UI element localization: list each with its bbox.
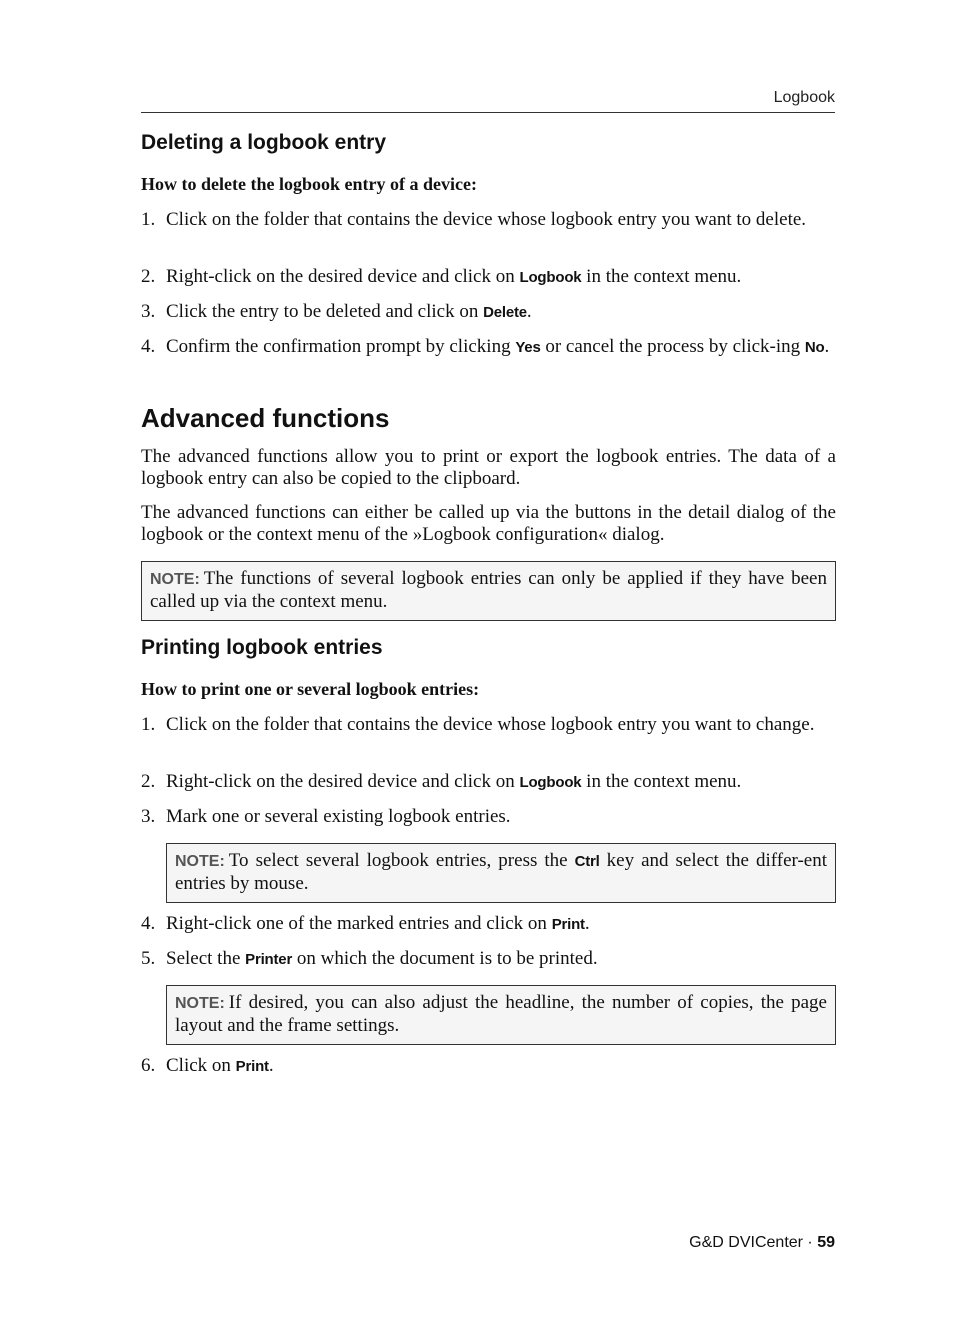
ui-term: Logbook — [519, 269, 582, 286]
step-text-pre: Click the entry to be deleted and click on — [166, 301, 484, 322]
list-item — [141, 913, 836, 936]
section-title-deleting: Deleting a logbook entry — [141, 131, 387, 154]
note-label: NOTE: — [175, 995, 225, 1012]
step-text — [166, 301, 836, 324]
ui-term: No — [804, 339, 825, 356]
step-text-pre: Confirm the confirmation prompt by clicking — [166, 336, 516, 357]
step-text-pre: Click on — [166, 1055, 236, 1076]
list-item — [141, 301, 836, 324]
note-text: The functions of several logbook entries can only be applied if they have been called up via the context menu. — [150, 568, 827, 612]
note-text-pre: To select several logbook entries, press the — [228, 850, 575, 871]
header-rule — [141, 112, 835, 113]
section-title-printing: Printing logbook entries — [141, 636, 383, 659]
step-text-post: on which the document is to be printed. — [292, 948, 598, 969]
step-text-pre: Select the — [166, 948, 246, 969]
note-text-post: key and select the differ-ent entries by mouse. — [175, 850, 828, 894]
step-text-post: in the context menu. — [581, 771, 742, 792]
ui-term: Delete — [483, 304, 527, 321]
instruction-lead: How to delete the logbook entry of a device: — [141, 174, 477, 194]
step-text-pre: Right-click on the desired device and click on — [166, 266, 520, 287]
step-text-mid: or cancel the process by click-ing — [540, 336, 805, 357]
page-footer — [689, 1234, 835, 1252]
list-item — [141, 948, 836, 971]
step-number: 6. — [141, 1055, 156, 1076]
step-number: 1. — [141, 714, 156, 735]
list-item — [141, 806, 836, 828]
ui-term: Yes — [515, 339, 541, 356]
step-text — [166, 771, 836, 794]
step-number: 3. — [141, 301, 156, 322]
running-head: Logbook — [773, 89, 835, 106]
step-text — [166, 336, 836, 359]
step-text: Mark one or several existing logbook entries. — [166, 806, 511, 827]
list-item — [141, 209, 836, 231]
step-text-post: . — [824, 336, 830, 357]
ui-term: Logbook — [519, 774, 582, 791]
step-text-post: . — [526, 301, 532, 322]
step-number: 5. — [141, 948, 156, 969]
note-box — [166, 985, 836, 1045]
step-text-post: . — [584, 913, 590, 934]
step-text — [166, 948, 836, 971]
footer-product: G&D DVICenter · — [689, 1234, 818, 1251]
note-text: If desired, you can also adjust the headline, the number of copies, the page layout and the frame settings. — [175, 992, 827, 1036]
list-item — [141, 1055, 836, 1078]
step-text-pre: Right-click on the desired device and click on — [166, 771, 520, 792]
note-label: NOTE: — [175, 853, 225, 870]
list-item — [141, 771, 836, 794]
note-box — [141, 561, 836, 621]
step-text-post: . — [268, 1055, 274, 1076]
list-item — [141, 336, 836, 359]
step-number: 2. — [141, 771, 156, 792]
note-box — [166, 843, 836, 903]
list-item — [141, 266, 836, 289]
ui-term: Ctrl — [574, 853, 600, 870]
step-number: 4. — [141, 913, 156, 934]
step-text — [166, 1055, 836, 1078]
step-number: 3. — [141, 806, 156, 827]
ui-term: Printer — [245, 951, 293, 968]
step-number: 4. — [141, 336, 156, 357]
ui-term: Print — [551, 916, 585, 933]
step-text-pre: Right-click one of the marked entries and click on — [166, 913, 552, 934]
step-text-post: in the context menu. — [581, 266, 742, 287]
page-number: 59 — [817, 1234, 835, 1251]
ui-term: Print — [235, 1058, 269, 1075]
paragraph: The advanced functions allow you to print or export the logbook entries. The data of a logbook entry can also be copied to the clipboard. — [141, 446, 836, 489]
section-title-advanced: Advanced functions — [141, 403, 390, 433]
note-label: NOTE: — [150, 571, 200, 588]
instruction-lead: How to print one or several logbook entries: — [141, 679, 480, 699]
step-number: 2. — [141, 266, 156, 287]
step-text — [166, 266, 836, 289]
step-text: Click on the folder that contains the device whose logbook entry you want to delete. — [166, 209, 807, 230]
step-text: Click on the folder that contains the device whose logbook entry you want to change. — [166, 714, 815, 735]
paragraph: The advanced functions can either be called up via the buttons in the detail dialog of the logbook or the context menu of the »Logbook configuration« dialog. — [141, 502, 836, 545]
list-item — [141, 714, 836, 736]
step-number: 1. — [141, 209, 156, 230]
step-text — [166, 913, 836, 936]
